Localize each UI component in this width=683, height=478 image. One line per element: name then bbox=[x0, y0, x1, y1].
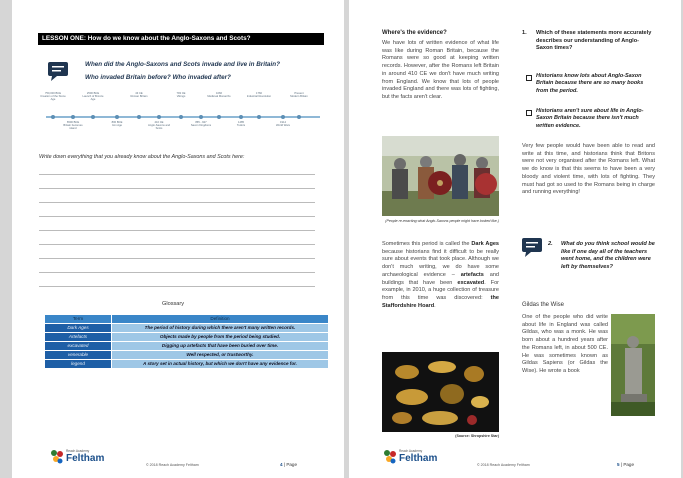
glossary-term: Dark Ages bbox=[45, 324, 112, 333]
question-2-text: What do you think school would be like if one day all of the teachers went home, and the children were left by themselves? bbox=[561, 241, 655, 270]
reenactment-photo bbox=[382, 136, 499, 216]
glossary-table bbox=[44, 314, 329, 369]
dark-ages-text-c: and buildings that have been bbox=[382, 271, 499, 286]
glossary-row bbox=[45, 360, 329, 369]
timeline-date: 750,000 BCE bbox=[45, 92, 61, 95]
timeline-marker bbox=[71, 115, 75, 119]
gildas-intro-paragraph: Very few people would have been able to read and write at this time, and historians think that Britons were not very organised after the Romans left. What we do know is that this seems to have been a very bloody and violent time, with lots of fighting. They must had got so used to the Romans being in charge and running everything! bbox=[522, 143, 655, 196]
glossary-term: excavated bbox=[45, 342, 112, 351]
logo-mark-icon bbox=[383, 449, 397, 465]
timeline-marker bbox=[179, 115, 183, 119]
timeline-label: Saxon Kingdoms bbox=[190, 124, 212, 128]
timeline-label: Industrial Revolution bbox=[246, 95, 272, 99]
writing-line[interactable] bbox=[39, 286, 315, 287]
glossary-title: Glossary bbox=[162, 301, 185, 307]
option-2-text: Historians aren't sure about life in Anglo-Saxon Britain because there isn't much written evidence. bbox=[536, 108, 644, 129]
writing-line[interactable] bbox=[39, 230, 315, 231]
page-number-value: 5 bbox=[617, 462, 620, 467]
left-page bbox=[12, 0, 344, 478]
excavated-term: excavated bbox=[457, 279, 485, 286]
school-logo bbox=[50, 447, 120, 471]
timeline bbox=[38, 88, 324, 134]
page-number-value: 4 bbox=[280, 462, 283, 467]
question-1-number: 1. bbox=[522, 30, 527, 36]
timeline-marker bbox=[281, 115, 285, 119]
page-number: 5 | Page bbox=[617, 462, 635, 467]
lesson-banner: LESSON ONE: How do we know about the Anglo-Saxons and Scots? bbox=[38, 33, 324, 45]
timeline-marker bbox=[51, 115, 55, 119]
timeline-event-top bbox=[126, 92, 152, 98]
glossary-definition: The period of history during which there aren't many written records. bbox=[112, 324, 329, 333]
dark-ages-text-b: because historians find it difficult to be really sure about events that took place. Although we don't much writing, we do have some archaeological evidence – bbox=[382, 248, 499, 278]
question-1-text: Which of these statements more accurately describes our understanding of Anglo-Saxon times? bbox=[536, 30, 652, 52]
timeline-marker bbox=[115, 115, 119, 119]
timeline-marker bbox=[199, 115, 203, 119]
timeline-label: Vikings bbox=[176, 95, 186, 99]
question-who: Who invaded Britain before? Who invaded after? bbox=[85, 74, 231, 81]
timeline-event-top bbox=[168, 92, 194, 98]
timeline-label: Roman Britain bbox=[130, 95, 148, 99]
question-2-number: 2. bbox=[548, 241, 553, 247]
timeline-label: Medieval Monarchs bbox=[207, 95, 231, 99]
timeline-label: World Wars bbox=[276, 124, 290, 128]
evidence-paragraph: We have lots of written evidence of what life was like during Roman Britain, because the Romans were so good at keeping written records. However, after the Romans left Britain in around 410 CE we don't have much writing from England. We know that lots of people invaded England and there was lots of fighting, but the facts aren't clear. bbox=[382, 40, 499, 100]
glossary-definition: Digging up artefacts that have been buried over time. bbox=[112, 342, 329, 351]
question-box bbox=[42, 58, 322, 90]
timeline-event-bottom bbox=[60, 121, 86, 130]
timeline-event-top bbox=[246, 92, 272, 98]
timeline-marker bbox=[217, 115, 221, 119]
glossary-definition: A story set in actual history, but which we don't have any evidence for. bbox=[112, 360, 329, 369]
timeline-label: Tudors bbox=[236, 124, 246, 128]
logo-feltham-text: Feltham bbox=[399, 453, 438, 464]
timeline-date: 1066 bbox=[216, 92, 222, 95]
timeline-date: 800 BCE bbox=[111, 121, 123, 124]
photo-caption: (People re-enacting what Anglo-Saxons people might have looked like.) bbox=[385, 219, 499, 223]
artefacts-term: artefacts bbox=[460, 271, 484, 278]
dark-ages-text-d: . For example, in 2010, a huge collection of treasure from this time was discovered: bbox=[382, 279, 500, 301]
timeline-label: Launch of Bronze Age bbox=[82, 95, 104, 102]
option-1-checkbox[interactable] bbox=[526, 75, 532, 81]
hoard-photo bbox=[382, 352, 499, 432]
page-word: Page bbox=[286, 462, 298, 467]
timeline-date: 410 CE bbox=[154, 121, 164, 124]
timeline-date: 6500 BCE bbox=[66, 121, 80, 124]
glossary-term: Artefacts bbox=[45, 333, 112, 342]
writing-line[interactable] bbox=[39, 244, 315, 245]
timeline-event-top bbox=[206, 92, 232, 98]
writing-line[interactable] bbox=[39, 202, 315, 203]
page-word: Page bbox=[623, 462, 635, 467]
glossary-row bbox=[45, 351, 329, 360]
logo-academy-text: Reach Academy bbox=[66, 449, 90, 453]
page-number: 4 | Page bbox=[280, 462, 298, 467]
timeline-date: 1914 bbox=[280, 121, 286, 124]
hoard-caption: (Source: Shropshire Star) bbox=[455, 434, 499, 438]
gildas-heading: Gildas the Wise bbox=[522, 302, 565, 308]
glossary-definition-header: Definition bbox=[112, 315, 329, 324]
writing-line[interactable] bbox=[39, 188, 315, 189]
hoard-term: the Staffordshire Hoard bbox=[382, 294, 499, 309]
logo-mark-icon bbox=[50, 449, 64, 465]
logo-academy-text: Reach Academy bbox=[399, 449, 423, 453]
option-1-text: Historians know lots about Anglo-Saxon Britain because there are so many books from the period. bbox=[536, 73, 644, 94]
copyright: © 2018 Reach Academy Feltham bbox=[146, 463, 199, 467]
timeline-event-bottom bbox=[270, 121, 296, 127]
writing-line[interactable] bbox=[39, 272, 315, 273]
timeline-marker bbox=[91, 115, 95, 119]
timeline-label: Modern Britain bbox=[290, 95, 308, 99]
timeline-date: 2500 BCE bbox=[86, 92, 100, 95]
timeline-marker bbox=[297, 115, 301, 119]
timeline-event-top bbox=[286, 92, 312, 98]
timeline-marker bbox=[239, 115, 243, 119]
writing-line[interactable] bbox=[39, 258, 315, 259]
glossary-row bbox=[45, 324, 329, 333]
glossary-term-header: Term bbox=[45, 315, 112, 324]
glossary-definition: Objects made by people from the period being studied. bbox=[112, 333, 329, 342]
glossary-row bbox=[45, 333, 329, 342]
timeline-event-top bbox=[40, 92, 66, 101]
glossary-header-row bbox=[45, 315, 329, 324]
writing-line[interactable] bbox=[39, 174, 315, 175]
glossary-definition: Well respected, or trustworthy. bbox=[112, 351, 329, 360]
timeline-event-bottom bbox=[146, 121, 172, 130]
timeline-label: Anglo-Saxons and Scots bbox=[148, 124, 170, 131]
timeline-event-top bbox=[80, 92, 106, 101]
timeline-label: Britain becomes island bbox=[63, 124, 83, 131]
speech-bubble-icon bbox=[522, 238, 544, 258]
write-prompt: Write down everything that you already know about the Anglo-Saxons and Scots here: bbox=[39, 154, 245, 160]
right-page bbox=[349, 0, 681, 478]
glossary-row bbox=[45, 342, 329, 351]
timeline-event-bottom bbox=[228, 121, 254, 127]
timeline-event-bottom bbox=[188, 121, 214, 127]
glossary-term: legend bbox=[45, 360, 112, 369]
timeline-line bbox=[46, 116, 320, 118]
timeline-date: 865 - 927 bbox=[195, 121, 207, 124]
writing-line[interactable] bbox=[39, 216, 315, 217]
copyright: © 2018 Reach Academy Feltham bbox=[477, 463, 530, 467]
timeline-date: 1760 bbox=[256, 92, 262, 95]
timeline-date: 1485 bbox=[238, 121, 244, 124]
logo-feltham-text: Feltham bbox=[66, 453, 105, 464]
gildas-statue-photo bbox=[611, 314, 655, 416]
timeline-label: Creation of the Stone Age bbox=[40, 95, 66, 102]
glossary-term: venerable bbox=[45, 351, 112, 360]
dark-ages-paragraph: Sometimes this period is called the Dark Ages because historians find it difficult to be really sure about events that took place. Although we don't much writing, we do have some archaeological evidence – artefacts and buildings that have been excavated. For example, in 2010, a huge collection of treasure from this time was discovered: the Staffordshire Hoard. bbox=[382, 241, 500, 309]
option-2-checkbox[interactable] bbox=[526, 110, 532, 116]
timeline-marker bbox=[157, 115, 161, 119]
dark-ages-text-a: Sometimes this period is called the bbox=[382, 241, 470, 247]
timeline-date: 43 CE bbox=[135, 92, 143, 95]
timeline-marker bbox=[137, 115, 141, 119]
evidence-heading: Where's the evidence? bbox=[382, 30, 447, 36]
timeline-date: Present bbox=[294, 92, 304, 95]
timeline-label: Iron Age bbox=[111, 124, 122, 128]
gildas-paragraph: One of the people who did write about life in England was called Gildas, who was a monk. He was born about a hundred years after the Romans left, in about 500 CE. He was sometimes known as Gildas Sapiens (or Gildas the Wise). He wrote a book bbox=[522, 314, 608, 374]
timeline-date: 793 CE bbox=[176, 92, 186, 95]
school-logo bbox=[383, 447, 453, 471]
question-when: When did the Anglo-Saxons and Scots invade and live in Britain? bbox=[85, 61, 280, 68]
dark-ages-term: Dark Ages bbox=[471, 241, 499, 247]
timeline-marker bbox=[257, 115, 261, 119]
speech-bubble-icon bbox=[48, 62, 70, 82]
timeline-event-bottom bbox=[104, 121, 130, 127]
